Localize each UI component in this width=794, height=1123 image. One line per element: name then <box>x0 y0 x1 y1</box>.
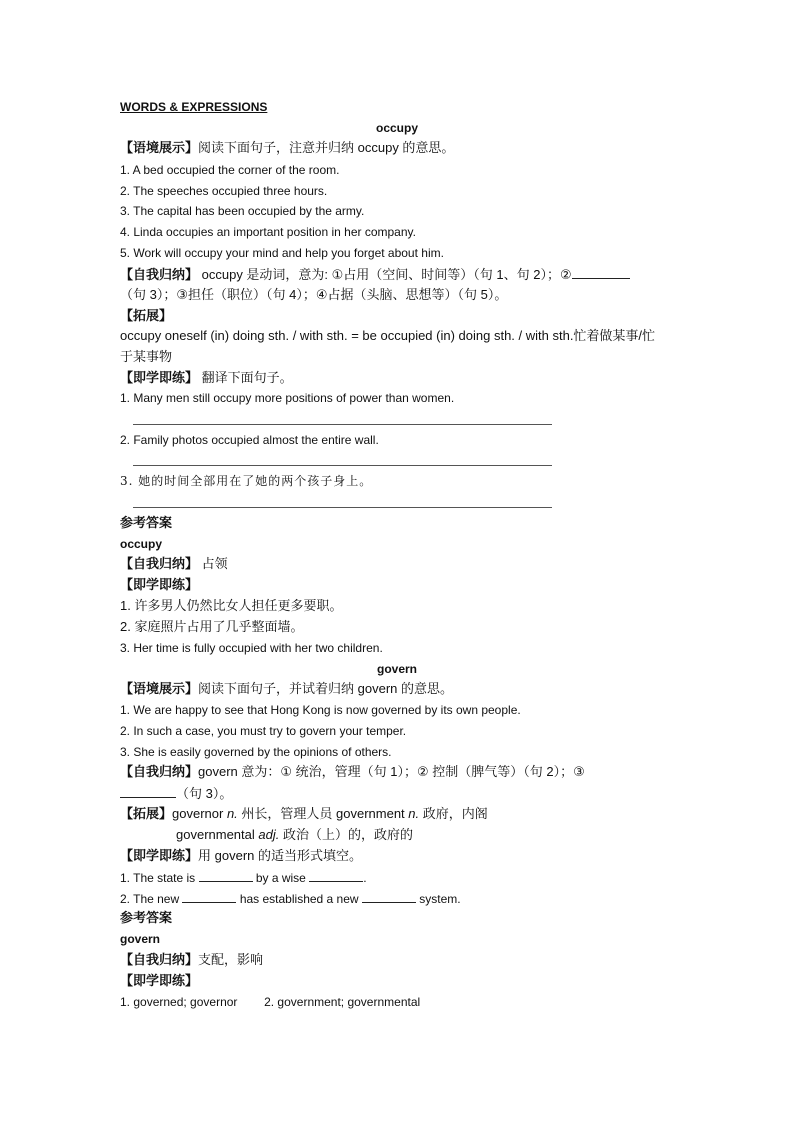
govern-extend-line-2 <box>176 827 413 843</box>
sentence-part: by a wise <box>252 871 310 885</box>
practice-sentence: 3. 她的时间全部用在了她的两个孩子身上。 <box>120 474 373 488</box>
summary-text: govern 意为：① 统治，管理（句 1）；② 控制（脾气等）（句 2）；③ <box>198 764 585 779</box>
occupy-summary-line <box>120 266 630 283</box>
fill-blank[interactable] <box>572 266 630 279</box>
practice-tag: 【即学即练】 <box>120 577 199 592</box>
context-instruction: 阅读下面句子，注意并归纳 occupy 的意思。 <box>198 140 455 155</box>
ext-meaning: 州长，管理人员 <box>237 806 337 821</box>
part-of-speech: adj. <box>258 827 280 842</box>
practice-sentence: 1. Many men still occupy more positions of power than women. <box>120 391 455 405</box>
sentence-part: 1. The state is <box>120 871 199 885</box>
context-tag: 【语境展示】 <box>120 681 199 696</box>
example-sentence: 1. A bed occupied the corner of the room. <box>120 163 340 177</box>
ext-word: governor <box>172 806 227 821</box>
fill-blank[interactable] <box>199 869 253 882</box>
fill-blank[interactable] <box>362 890 416 903</box>
practice-instruction: 用 govern 的适当形式填空。 <box>198 848 362 863</box>
example-sentence: 3. The capital has been occupied by the army. <box>120 204 365 218</box>
extend-text-2: 于某事物 <box>120 349 173 364</box>
ext-meaning: 政治（上）的，政府的 <box>279 827 413 842</box>
section-heading: WORDS & EXPRESSIONS <box>120 100 268 114</box>
fill-blank[interactable] <box>120 785 176 798</box>
answer-line[interactable] <box>133 507 552 508</box>
govern-extend-line <box>120 806 488 822</box>
example-sentence: 3. She is easily governed by the opinions of others. <box>120 745 392 759</box>
answer-item: 1. 许多男人仍然比女人担任更多要职。 <box>120 598 343 613</box>
fill-blank[interactable] <box>182 890 236 903</box>
practice-tag: 【即学即练】 <box>120 370 199 385</box>
govern-context-line <box>120 681 453 697</box>
example-sentence: 2. The speeches occupied three hours. <box>120 184 328 198</box>
answer-line[interactable] <box>133 465 552 466</box>
occupy-context-line <box>120 140 454 156</box>
occupy-practice-line <box>120 370 293 386</box>
extend-tag: 【拓展】 <box>120 806 173 821</box>
summary-text: （句 3）。 <box>176 786 233 801</box>
summary-text: occupy 是动词，意为: ①占用（空间、时间等）（句 1、句 2）；② <box>198 267 572 282</box>
govern-summary-line <box>120 764 585 780</box>
ext-word: government <box>336 806 409 821</box>
occupy-summary-line-2: （句 3）；③担任（职位）（句 4）；④占据（头脑、思想等）（句 5）。 <box>120 287 508 302</box>
summary-tag: 【自我归纳】 <box>120 952 199 967</box>
part-of-speech: n. <box>408 806 420 821</box>
practice-sentence: 2. Family photos occupied almost the entire wall. <box>120 433 379 447</box>
answer-title: 参考答案 <box>120 515 173 530</box>
sentence-part: . <box>363 871 367 885</box>
context-tag: 【语境展示】 <box>120 140 199 155</box>
answer-line[interactable] <box>133 424 552 425</box>
practice-tag: 【即学即练】 <box>120 848 199 863</box>
word-title-govern: govern <box>376 662 417 676</box>
sentence-part: has established a new <box>236 892 362 906</box>
answer-word: govern <box>120 932 161 946</box>
example-sentence: 5. Work will occupy your mind and help you forget about him. <box>120 246 444 260</box>
fill-blank[interactable] <box>309 869 363 882</box>
ext-meaning: 政府，内阁 <box>419 806 488 821</box>
extend-text: occupy oneself (in) doing sth. / with sth. = be occupied (in) doing sth. / with sth.忙着做某事/忙 <box>120 328 656 343</box>
summary-answer: 支配，影响 <box>198 952 264 967</box>
sentence-part: 2. The new <box>120 892 183 906</box>
ext-word: governmental <box>176 827 259 842</box>
extend-tag: 【拓展】 <box>120 308 173 323</box>
answer-word: occupy <box>120 537 163 551</box>
answer-title: 参考答案 <box>120 910 173 925</box>
word-title-occupy: occupy <box>375 121 418 135</box>
part-of-speech: n. <box>226 806 238 821</box>
context-instruction: 阅读下面句子，并试着归纳 govern 的意思。 <box>198 681 453 696</box>
example-sentence: 1. We are happy to see that Hong Kong is now governed by its own people. <box>120 703 521 717</box>
example-sentence: 4. Linda occupies an important position in her company. <box>120 225 416 239</box>
summary-tag: 【自我归纳】 <box>120 764 199 779</box>
fill-sentence <box>120 869 367 886</box>
answer-item: 1. governed; governor 2. government; governmental <box>120 995 421 1009</box>
answer-item: 2. 家庭照片占用了几乎整面墙。 <box>120 619 304 634</box>
summary-answer: 占领 <box>198 556 228 571</box>
govern-summary-line-2 <box>120 785 232 802</box>
practice-instruction: 翻译下面句子。 <box>198 370 293 385</box>
answer-item: 3. Her time is fully occupied with her two children. <box>120 641 383 655</box>
summary-tag: 【自我归纳】 <box>120 267 199 282</box>
govern-practice-line <box>120 848 362 864</box>
fill-sentence <box>120 890 461 907</box>
practice-tag: 【即学即练】 <box>120 973 199 988</box>
sentence-part: system. <box>415 892 461 906</box>
answer-summary-line <box>120 952 263 968</box>
summary-tag: 【自我归纳】 <box>120 556 199 571</box>
answer-summary-line <box>120 556 228 572</box>
example-sentence: 2. In such a case, you must try to govern your temper. <box>120 724 407 738</box>
